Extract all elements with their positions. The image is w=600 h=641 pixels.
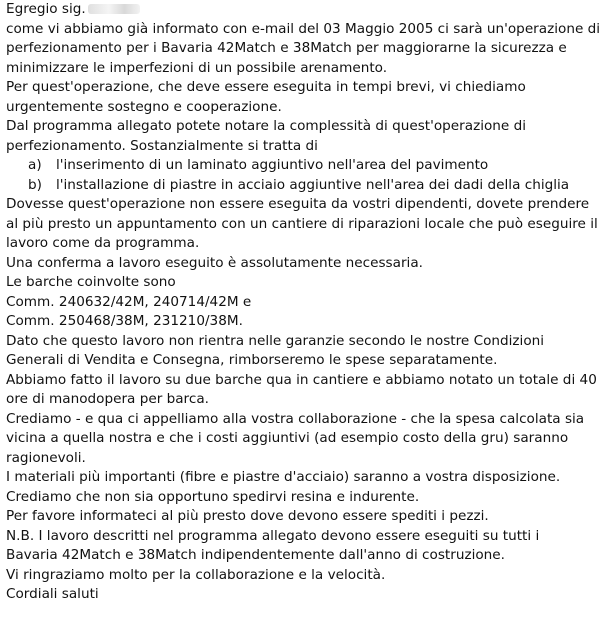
text-line: Bavaria 42Match e 38Match indipendentemente dall'anno di costruzione. — [6, 547, 505, 563]
letter-body — [6, 0, 600, 605]
list-item-text: l'inserimento di un laminato aggiuntivo nell'area del pavimento — [56, 157, 489, 173]
text-line: Crediamo che non sia opportuno spedirvi resina e indurente. — [6, 488, 420, 505]
text-line: urgentemente sostegno e cooperazione. — [6, 98, 282, 115]
text-line: ragionevoli. — [6, 449, 86, 466]
list-item-text: l'installazione di piastre in acciaio aggiuntive nell'area dei dadi della chiglia — [56, 176, 570, 193]
salutation: Egregio sig. — [6, 1, 86, 17]
list-marker: a) — [28, 157, 42, 173]
text-line: lavoro come da programma. — [6, 235, 200, 251]
text-line: Per favore informateci al più presto dove devono essere spediti i pezzi. — [6, 508, 489, 524]
text-line: ore di manodopera per barca. — [6, 391, 209, 407]
text-line: Le barche coinvolte sono — [6, 274, 176, 290]
text-line: Dato che questo lavoro non rientra nelle garanzie secondo le nostre Condizioni — [6, 332, 545, 349]
text-line: vicina a quella nostra e che i costi aggiuntivi (ad esempio costo della gru) saranno — [6, 430, 569, 446]
text-line: Una conferma a lavoro eseguito è assolutamente necessaria. — [6, 254, 423, 271]
text-line: perfezionamento. Sostanzialmente si tratta di — [6, 137, 318, 154]
text-line: Abbiamo fatto il lavoro su due barche qua in cantiere e abbiamo notato un totale di 40 — [6, 371, 597, 388]
salutation-line — [6, 0, 596, 20]
text-line: I materiali più importanti (fibre e piastre d'acciaio) saranno a vostra disposizione. — [6, 469, 561, 485]
text-line: perfezionamento per i Bavaria 42Match e 38Match per maggiorarne la sicurezza e — [6, 40, 567, 56]
text-line: Dal programma allegato potete notare la complessità di quest'operazione di — [6, 118, 527, 134]
text-line: Crediamo - e qua ci appelliamo alla vostra collaborazione - che la spesa calcolata sia — [6, 410, 585, 427]
text-line: N.B. I lavoro descritti nel programma allegato devono essere eseguiti su tutti i — [6, 527, 540, 544]
list-item — [6, 156, 596, 176]
text-line: Comm. 250468/38M, 231210/38M. — [6, 313, 243, 329]
text-line: Comm. 240632/42M, 240714/42M e — [6, 293, 252, 310]
text-line: Generali di Vendita e Consegna, rimborseremo le spese separatamente. — [6, 352, 498, 368]
list-marker: b) — [28, 176, 42, 193]
closing-line: Cordiali saluti — [6, 586, 99, 602]
list-item — [6, 176, 596, 196]
text-line: Per quest'operazione, che deve essere eseguita in tempi brevi, vi chiediamo — [6, 79, 526, 95]
text-line: come vi abbiamo già informato con e-mail del 03 Maggio 2005 ci sarà un'operazione di — [6, 20, 600, 37]
redacted-name — [88, 4, 140, 14]
text-line: Dovesse quest'operazione non essere eseguita da vostri dipendenti, dovete prendere — [6, 196, 590, 212]
text-line: minimizzare le imperfezioni di un possibile arenamento. — [6, 59, 388, 76]
text-line: al più presto un appuntamento con un cantiere di riparazioni locale che può eseguire il — [6, 215, 598, 232]
text-line: Vi ringraziamo molto per la collaborazione e la velocità. — [6, 566, 386, 583]
